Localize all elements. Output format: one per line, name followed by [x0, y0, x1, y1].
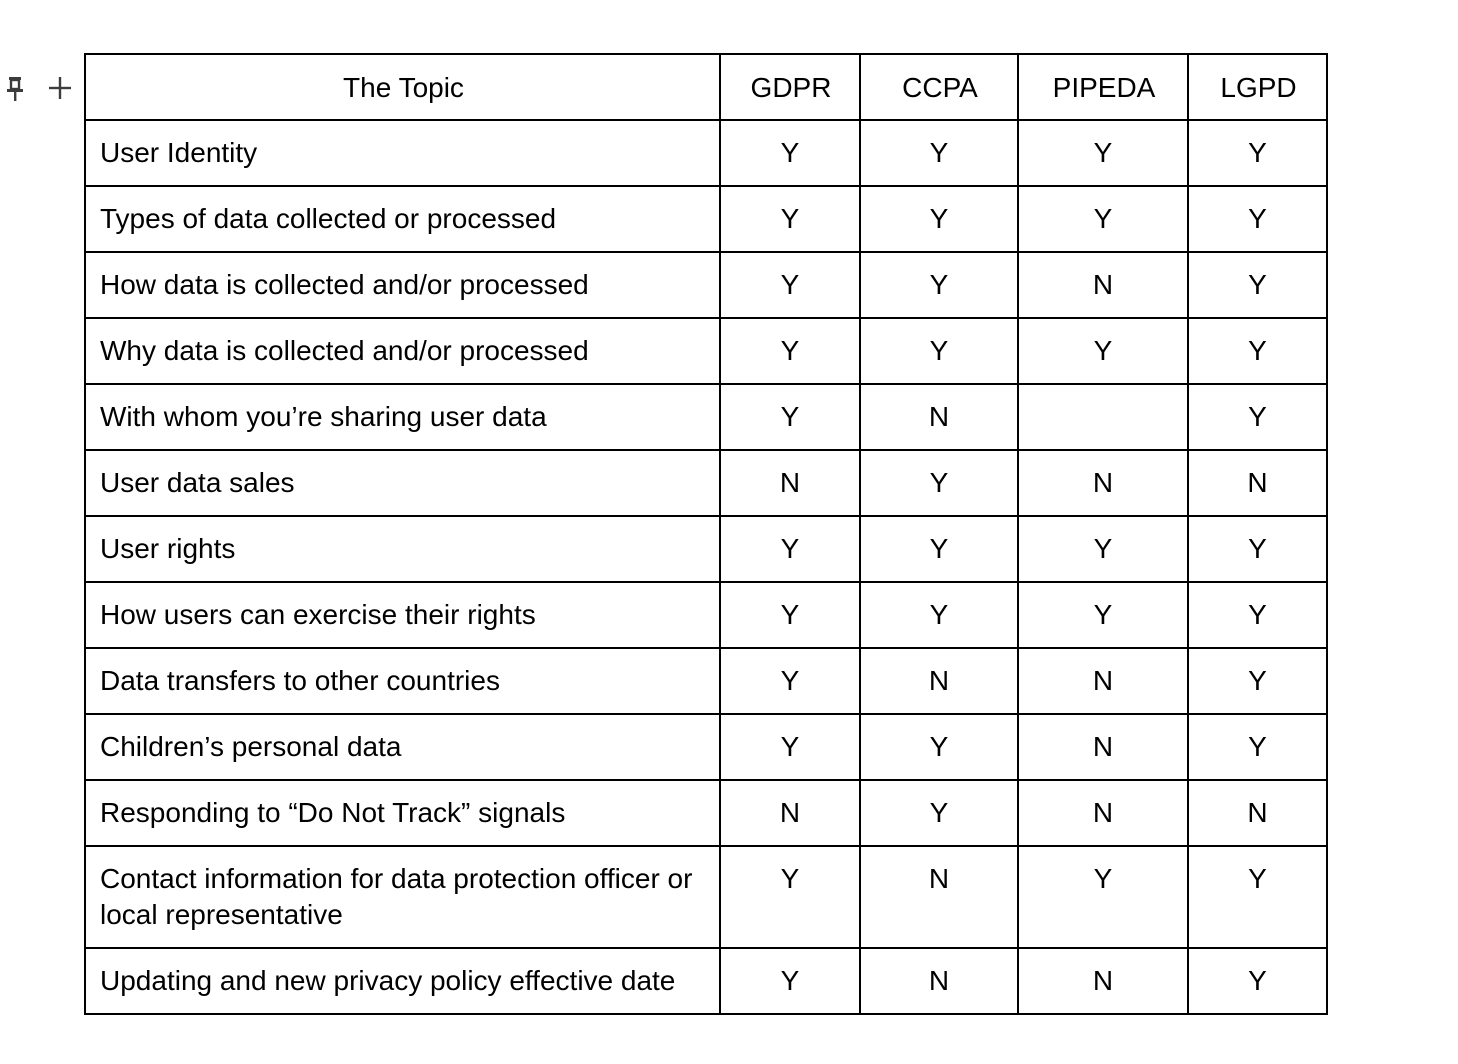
lgpd-cell[interactable]: Y — [1188, 516, 1327, 582]
table-row — [85, 846, 1327, 948]
topic-cell[interactable]: Data transfers to other countries — [85, 648, 720, 714]
table-row — [85, 186, 1327, 252]
lgpd-cell[interactable]: Y — [1188, 648, 1327, 714]
header-lgpd[interactable]: LGPD — [1188, 54, 1327, 120]
table-row — [85, 318, 1327, 384]
topic-cell[interactable]: User data sales — [85, 450, 720, 516]
pipeda-cell[interactable]: Y — [1018, 120, 1188, 186]
gdpr-cell[interactable]: N — [720, 780, 860, 846]
ccpa-cell[interactable]: Y — [860, 450, 1018, 516]
topic-cell[interactable]: Updating and new privacy policy effective date — [85, 948, 720, 1014]
ccpa-cell[interactable]: Y — [860, 714, 1018, 780]
lgpd-cell[interactable]: Y — [1188, 318, 1327, 384]
privacy-law-comparison-table — [84, 53, 1328, 1015]
gdpr-cell[interactable]: Y — [720, 648, 860, 714]
table-row — [85, 450, 1327, 516]
gdpr-cell[interactable]: Y — [720, 846, 860, 948]
gdpr-cell[interactable]: Y — [720, 714, 860, 780]
pipeda-cell[interactable]: N — [1018, 948, 1188, 1014]
table-row — [85, 780, 1327, 846]
table-row — [85, 948, 1327, 1014]
lgpd-cell[interactable]: Y — [1188, 384, 1327, 450]
pipeda-cell[interactable]: Y — [1018, 318, 1188, 384]
header-gdpr[interactable]: GDPR — [720, 54, 860, 120]
pipeda-cell[interactable]: Y — [1018, 186, 1188, 252]
pipeda-cell[interactable]: Y — [1018, 846, 1188, 948]
topic-cell[interactable]: With whom you’re sharing user data — [85, 384, 720, 450]
table-row — [85, 120, 1327, 186]
table-row — [85, 252, 1327, 318]
gdpr-cell[interactable]: Y — [720, 120, 860, 186]
lgpd-cell[interactable]: Y — [1188, 252, 1327, 318]
gdpr-cell[interactable]: Y — [720, 384, 860, 450]
ccpa-cell[interactable]: Y — [860, 516, 1018, 582]
plus-icon[interactable] — [46, 74, 74, 102]
ccpa-cell[interactable]: N — [860, 384, 1018, 450]
pipeda-cell[interactable] — [1018, 384, 1188, 450]
table-row — [85, 516, 1327, 582]
table-row — [85, 714, 1327, 780]
ccpa-cell[interactable]: Y — [860, 120, 1018, 186]
ccpa-cell[interactable]: N — [860, 648, 1018, 714]
pipeda-cell[interactable]: N — [1018, 450, 1188, 516]
header-topic[interactable]: The Topic — [85, 54, 720, 120]
topic-cell[interactable]: How users can exercise their rights — [85, 582, 720, 648]
gdpr-cell[interactable]: Y — [720, 582, 860, 648]
pipeda-cell[interactable]: N — [1018, 252, 1188, 318]
header-ccpa[interactable]: CCPA — [860, 54, 1018, 120]
ccpa-cell[interactable]: N — [860, 846, 1018, 948]
topic-cell[interactable]: User Identity — [85, 120, 720, 186]
lgpd-cell[interactable]: Y — [1188, 948, 1327, 1014]
table-row — [85, 384, 1327, 450]
pipeda-cell[interactable]: Y — [1018, 516, 1188, 582]
lgpd-cell[interactable]: Y — [1188, 714, 1327, 780]
lgpd-cell[interactable]: Y — [1188, 582, 1327, 648]
header-pipeda[interactable]: PIPEDA — [1018, 54, 1188, 120]
header-row — [85, 54, 1327, 120]
lgpd-cell[interactable]: N — [1188, 780, 1327, 846]
topic-cell[interactable]: User rights — [85, 516, 720, 582]
pipeda-cell[interactable]: N — [1018, 780, 1188, 846]
gdpr-cell[interactable]: Y — [720, 252, 860, 318]
pipeda-cell[interactable]: Y — [1018, 582, 1188, 648]
table-row — [85, 582, 1327, 648]
gdpr-cell[interactable]: Y — [720, 516, 860, 582]
ccpa-cell[interactable]: Y — [860, 252, 1018, 318]
lgpd-cell[interactable]: Y — [1188, 186, 1327, 252]
ccpa-cell[interactable]: Y — [860, 186, 1018, 252]
ccpa-cell[interactable]: Y — [860, 780, 1018, 846]
pin-icon[interactable] — [4, 74, 26, 104]
ccpa-cell[interactable]: N — [860, 948, 1018, 1014]
pipeda-cell[interactable]: N — [1018, 714, 1188, 780]
topic-cell[interactable]: Why data is collected and/or processed — [85, 318, 720, 384]
table-row — [85, 648, 1327, 714]
lgpd-cell[interactable]: Y — [1188, 120, 1327, 186]
pipeda-cell[interactable]: N — [1018, 648, 1188, 714]
gdpr-cell[interactable]: Y — [720, 186, 860, 252]
topic-cell[interactable]: Children’s personal data — [85, 714, 720, 780]
gdpr-cell[interactable]: N — [720, 450, 860, 516]
topic-cell[interactable]: Contact information for data protection officer or local representative — [85, 846, 720, 948]
lgpd-cell[interactable]: Y — [1188, 846, 1327, 948]
ccpa-cell[interactable]: Y — [860, 318, 1018, 384]
gdpr-cell[interactable]: Y — [720, 948, 860, 1014]
gdpr-cell[interactable]: Y — [720, 318, 860, 384]
topic-cell[interactable]: How data is collected and/or processed — [85, 252, 720, 318]
lgpd-cell[interactable]: N — [1188, 450, 1327, 516]
ccpa-cell[interactable]: Y — [860, 582, 1018, 648]
topic-cell[interactable]: Types of data collected or processed — [85, 186, 720, 252]
topic-cell[interactable]: Responding to “Do Not Track” signals — [85, 780, 720, 846]
